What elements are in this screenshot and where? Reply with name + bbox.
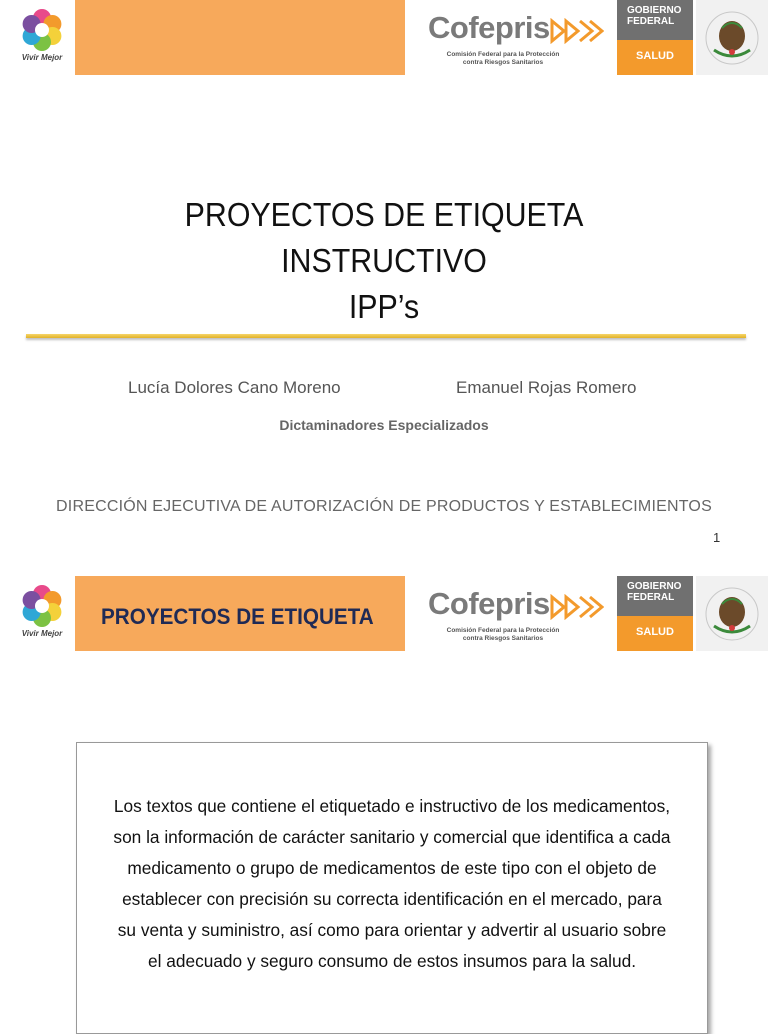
- definition-textbox: [76, 742, 708, 1034]
- slide-2-title: PROYECTOS DE ETIQUETA: [101, 604, 374, 629]
- vivir-mejor-logo: [14, 8, 70, 78]
- slide-2-header: [0, 576, 768, 656]
- orange-band: [75, 0, 405, 75]
- slide-1-title: PROYECTOS DE ETIQUETA INSTRUCTIVO IPP’s: [184, 196, 584, 325]
- author-1: Lucía Dolores Cano Moreno: [128, 378, 341, 397]
- cofepris-logo: [428, 586, 608, 646]
- page-number: 1: [713, 530, 721, 545]
- authors-role: Dictaminadores Especializados: [279, 417, 489, 433]
- definition-text: Los textos que contiene el etiquetado e instructivo de los medicamentos, son la información de carácter sanitario y comercial que identifica a cada medicamento o grupo de medicamentos de este tipo con el objeto de establecer con precisión su correcta identificación en el mercado, para su venta y suministro, así como para orientar y advertir al usuario sobre el adecuado y seguro consumo de estos insumos para la salud.: [113, 796, 671, 971]
- escudo-nacional: [696, 576, 768, 651]
- vivir-mejor-flower-icon: [20, 584, 64, 628]
- gobierno-federal-logo: GOBIERNO FEDERAL SALUD: [617, 576, 693, 651]
- direccion-ejecutiva: DIRECCIÓN EJECUTIVA DE AUTORIZACIÓN DE PRODUCTOS Y ESTABLECIMIENTOS: [56, 498, 712, 515]
- vivir-mejor-flower-icon: [20, 8, 64, 52]
- gobierno-federal-logo: GOBIERNO FEDERAL SALUD: [617, 0, 693, 75]
- cofepris-arrows-icon: [550, 18, 604, 44]
- mexican-eagle-seal-icon: [696, 0, 768, 75]
- escudo-nacional: [696, 0, 768, 75]
- mexican-eagle-seal-icon: [696, 576, 768, 651]
- cofepris-arrows-icon: [550, 594, 604, 620]
- vivir-mejor-label: Vivir Mejor: [21, 629, 63, 638]
- vivir-mejor-logo: [14, 584, 70, 654]
- cofepris-subtitle: Comisión Federal para la Protección contra Riesgos Sanitarios: [446, 627, 560, 642]
- orange-band: [75, 576, 405, 651]
- cofepris-logo: [428, 10, 608, 70]
- slide-1-header: [0, 0, 768, 80]
- cofepris-name: Cofepris: [428, 586, 550, 621]
- cofepris-name: Cofepris: [428, 10, 550, 45]
- cofepris-subtitle: Comisión Federal para la Protección contra Riesgos Sanitarios: [446, 51, 560, 66]
- gold-divider: [26, 334, 746, 338]
- vivir-mejor-label: Vivir Mejor: [21, 53, 63, 62]
- author-2: Emanuel Rojas Romero: [456, 378, 637, 397]
- slide-2: [0, 560, 768, 1024]
